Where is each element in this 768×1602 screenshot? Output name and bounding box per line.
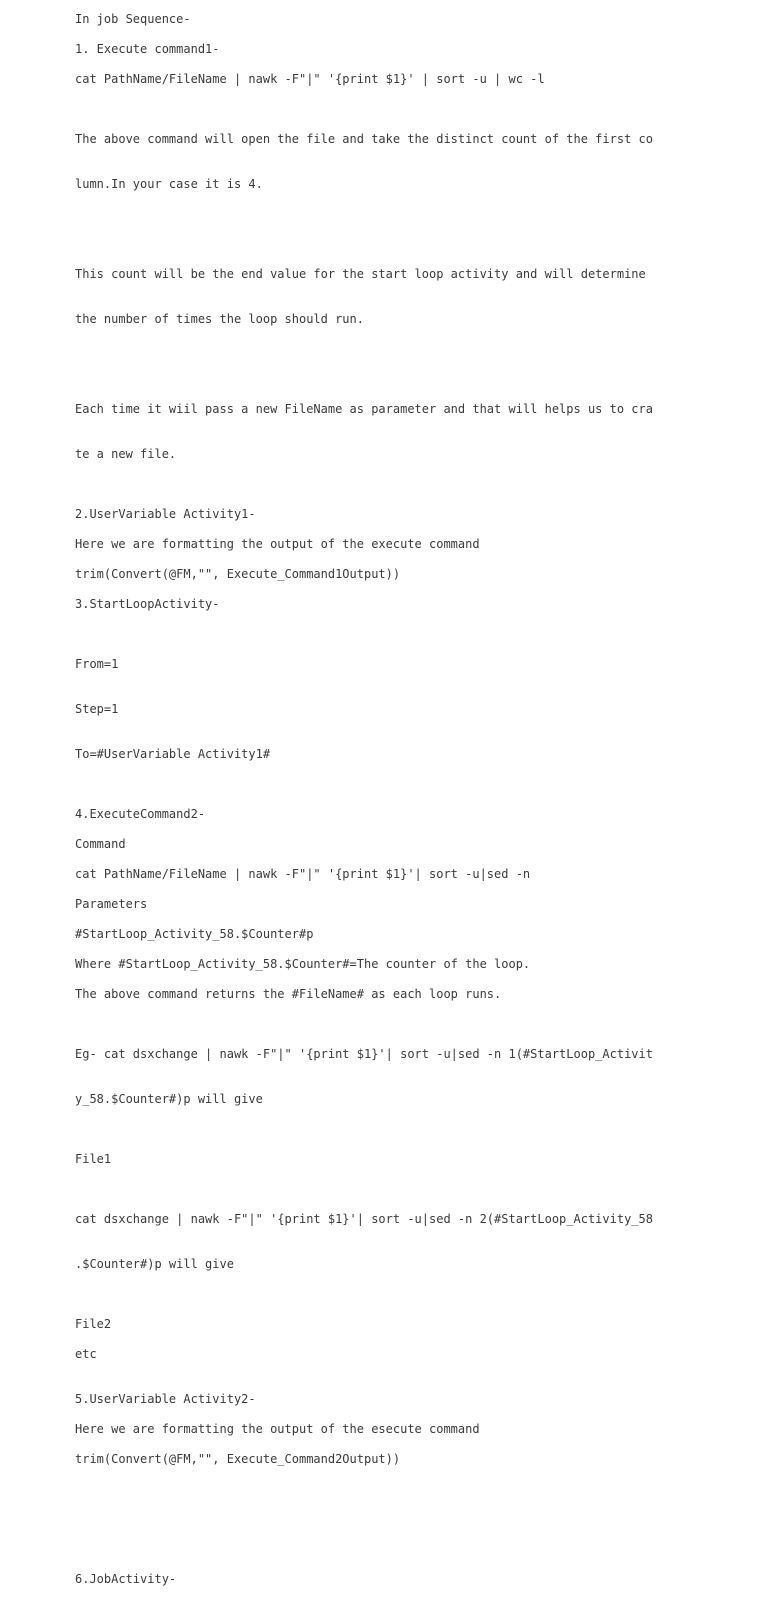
spacer	[75, 1377, 695, 1392]
loop-from: From=1	[75, 657, 119, 671]
section-3-title: 3.StartLoopActivity-	[75, 597, 220, 611]
intro-line: In job Sequence-	[75, 12, 191, 26]
example-line: cat dsxchange | nawk -F"|" '{print $1}'| sort -u|sed -n 2(#StartLoop_Activity_58	[75, 1212, 653, 1226]
section-3-loop-params	[75, 627, 695, 792]
section-5-description: Here we are formatting the output of the esecute command	[75, 1422, 480, 1436]
section-4-file2: File2	[75, 1317, 112, 1331]
section-4-command-label: Command	[75, 837, 126, 851]
section-1-title: 1. Execute command1-	[75, 42, 220, 56]
paragraph-line: Each time it wiil pass a new FileName as parameter and that will helps us to cra	[75, 402, 653, 416]
section-4-etc: etc	[75, 1347, 97, 1361]
section-4-parameters-label: Parameters	[75, 897, 148, 911]
section-1-paragraph-1	[75, 102, 695, 222]
section-4-example-1	[75, 1017, 695, 1137]
document-body	[75, 12, 695, 1602]
loop-step: Step=1	[75, 702, 119, 716]
section-1-command: cat PathName/FileName | nawk -F"|" '{print $1}' | sort -u | wc -l	[75, 72, 545, 86]
paragraph-line: the number of times the loop should run.	[75, 312, 364, 326]
section-2-expression: trim(Convert(@FM,"", Execute_Command1Output))	[75, 567, 401, 581]
paragraph-line: te a new file.	[75, 447, 177, 461]
section-4-file1: File1	[75, 1152, 112, 1166]
section-4-returns: The above command returns the #FileName# as each loop runs.	[75, 987, 502, 1001]
section-4-where: Where #StartLoop_Activity_58.$Counter#=The counter of the loop.	[75, 957, 531, 971]
section-2-title: 2.UserVariable Activity1-	[75, 507, 256, 521]
paragraph-line: lumn.In your case it is 4.	[75, 177, 263, 191]
example-line: Eg- cat dsxchange | nawk -F"|" '{print $1}'| sort -u|sed -n 1(#StartLoop_Activit	[75, 1047, 653, 1061]
section-4-example-2	[75, 1182, 695, 1302]
loop-to: To=#UserVariable Activity1#	[75, 747, 271, 761]
section-4-command: cat PathName/FileName | nawk -F"|" '{print $1}'| sort -u|sed -n	[75, 867, 531, 881]
section-6-title: 6.JobActivity-	[75, 1572, 177, 1586]
section-1-paragraph-2	[75, 237, 695, 357]
section-5-expression: trim(Convert(@FM,"", Execute_Command2Output))	[75, 1452, 401, 1466]
section-5-title: 5.UserVariable Activity2-	[75, 1392, 256, 1406]
section-2-description: Here we are formatting the output of the execute command	[75, 537, 480, 551]
spacer	[75, 1482, 695, 1572]
paragraph-line: The above command will open the file and take the distinct count of the first co	[75, 132, 653, 146]
example-line: y_58.$Counter#)p will give	[75, 1092, 263, 1106]
section-4-parameters: #StartLoop_Activity_58.$Counter#p	[75, 927, 314, 941]
example-line: .$Counter#)p will give	[75, 1257, 234, 1271]
paragraph-line: This count will be the end value for the start loop activity and will determine	[75, 267, 646, 281]
section-4-title: 4.ExecuteCommand2-	[75, 807, 206, 821]
section-1-paragraph-3	[75, 372, 695, 492]
